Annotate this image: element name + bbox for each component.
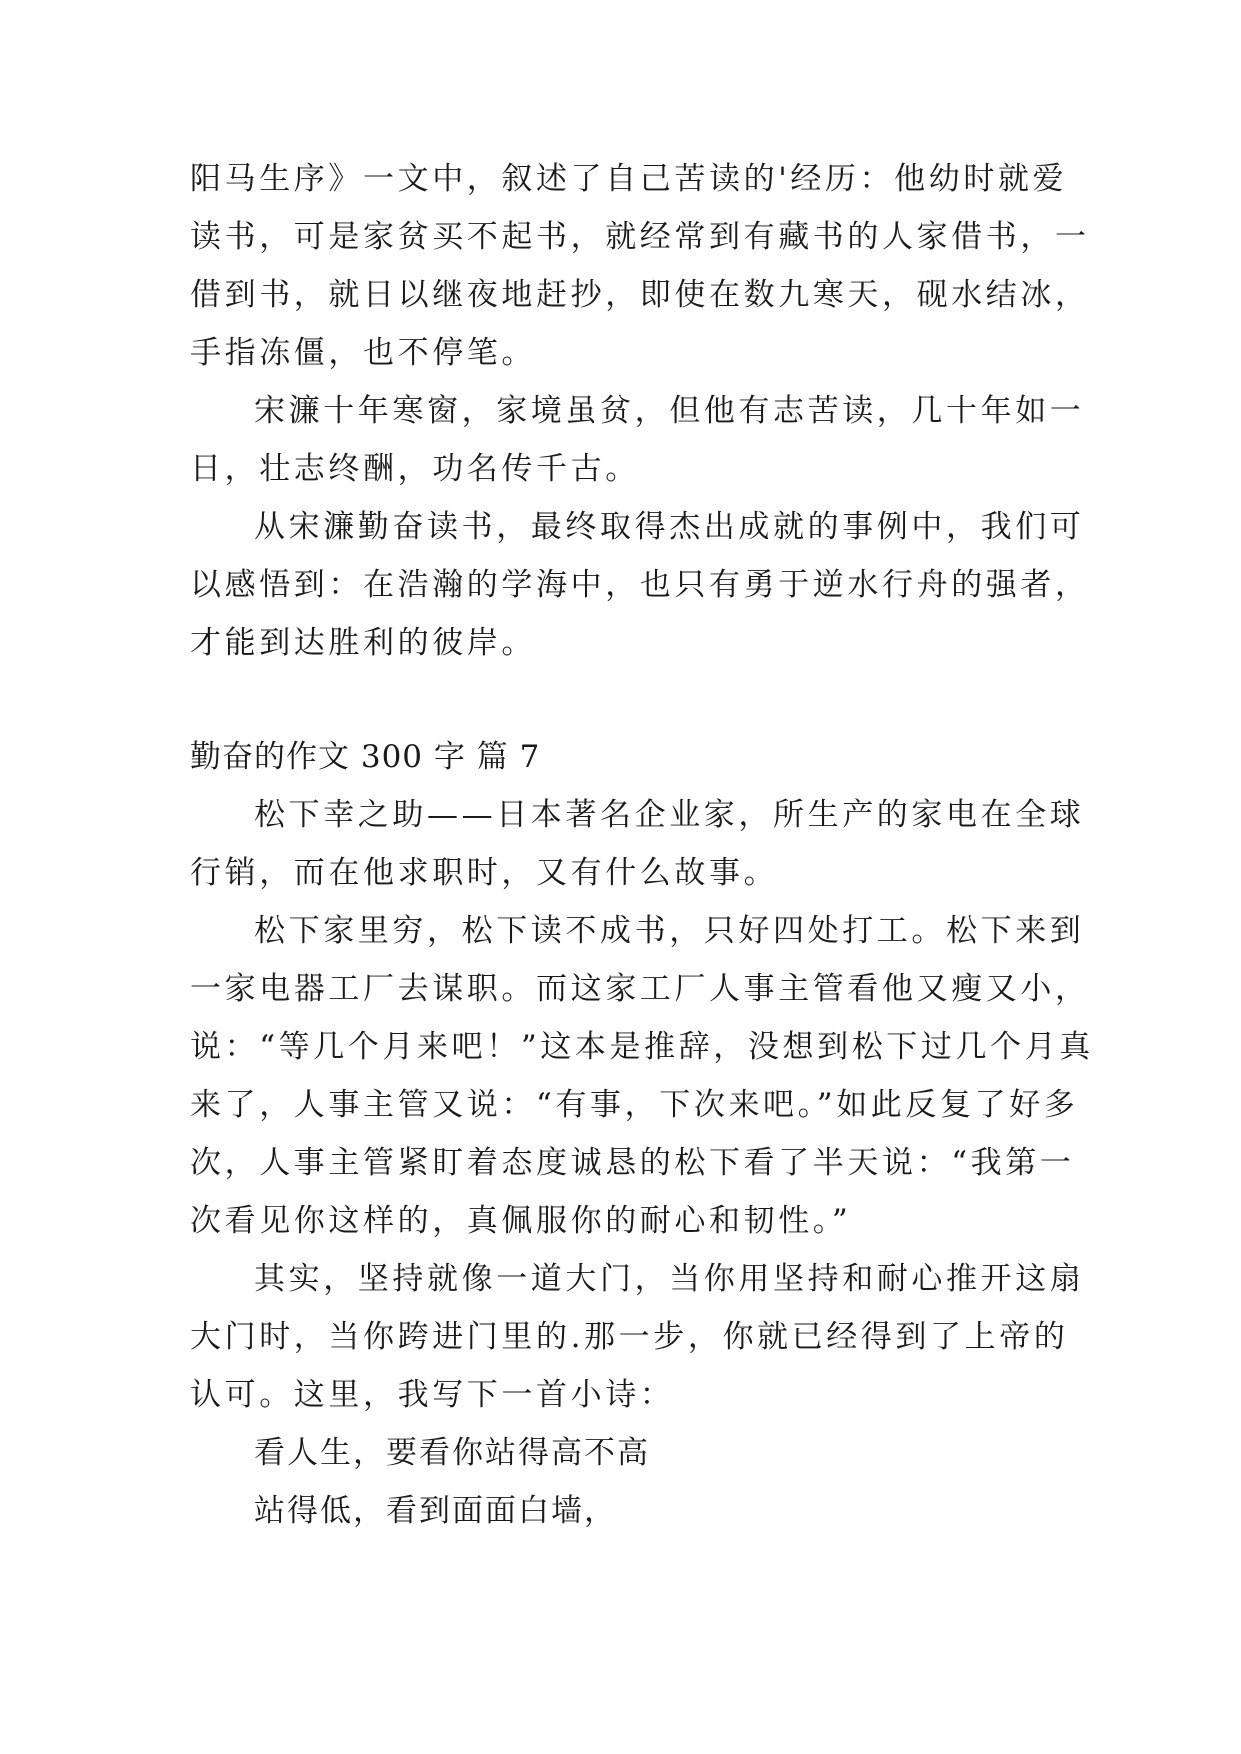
text-line: 日，壮志终酬，功名传千古。 (190, 451, 640, 487)
text-line: 读书，可是家贫买不起书，就经常到有藏书的人家借书，一 (190, 219, 1090, 255)
paragraph-song-lian-summary (190, 382, 1085, 498)
text-line: 次看见你这样的，真佩服你的耐心和韧性。” (190, 1203, 852, 1239)
text-line: 次，人事主管紧盯着态度诚恳的松下看了半天说：“我第一 (190, 1145, 1075, 1181)
paragraph-song-lian-conclusion (190, 498, 1090, 672)
document-page (190, 150, 1094, 1540)
text-line: 从宋濂勤奋读书，最终取得杰出成就的事例中，我们可 (254, 509, 1085, 545)
text-line: 松下幸之助——日本著名企业家，所生产的家电在全球 (254, 797, 1085, 833)
poem-line: 站得低，看到面面白墙， (254, 1493, 617, 1529)
text-line: 其实，坚持就像一道大门，当你用坚持和耐心推开这扇 (254, 1261, 1085, 1297)
text-line: 阳马生序》一文中，叙述了自己苦读的'经历：他幼时就爱 (190, 161, 1068, 197)
text-line: 松下家里穷，松下读不成书，只好四处打工。松下来到 (254, 913, 1085, 949)
text-line: 才能到达胜利的彼岸。 (190, 625, 536, 661)
section-heading: 勤奋的作文 300 字 篇 7 (190, 739, 541, 775)
text-line: 以感悟到：在浩瀚的学海中，也只有勇于逆水行舟的强者， (190, 567, 1090, 603)
paragraph-matsushita-intro (190, 786, 1085, 902)
paragraph-matsushita-story (190, 902, 1094, 1250)
text-line: 来了，人事主管又说：“有事，下次来吧。”如此反复了好多 (190, 1087, 1079, 1123)
text-line: 说：“等几个月来吧！”这本是推辞，没想到松下过几个月真 (190, 1029, 1094, 1065)
poem (190, 1424, 1060, 1540)
text-line: 大门时，当你跨进门里的.那一步，你就已经得到了上帝的 (190, 1319, 1069, 1355)
paragraph-song-lian-reading (190, 150, 1090, 382)
text-line: 宋濂十年寒窗，家境虽贫，但他有志苦读，几十年如一 (254, 393, 1085, 429)
text-line: 行销，而在他求职时，又有什么故事。 (190, 855, 779, 891)
text-line: 一家电器工厂去谋职。而这家工厂人事主管看他又瘦又小， (190, 971, 1090, 1007)
paragraph-persistence (190, 1250, 1085, 1424)
text-line: 借到书，就日以继夜地赶抄，即使在数九寒天，砚水结冰， (190, 277, 1090, 313)
poem-line: 看人生，要看你站得高不高 (254, 1435, 650, 1471)
text-line: 手指冻僵，也不停笔。 (190, 335, 536, 371)
text-line: 认可。这里，我写下一首小诗： (190, 1377, 675, 1413)
